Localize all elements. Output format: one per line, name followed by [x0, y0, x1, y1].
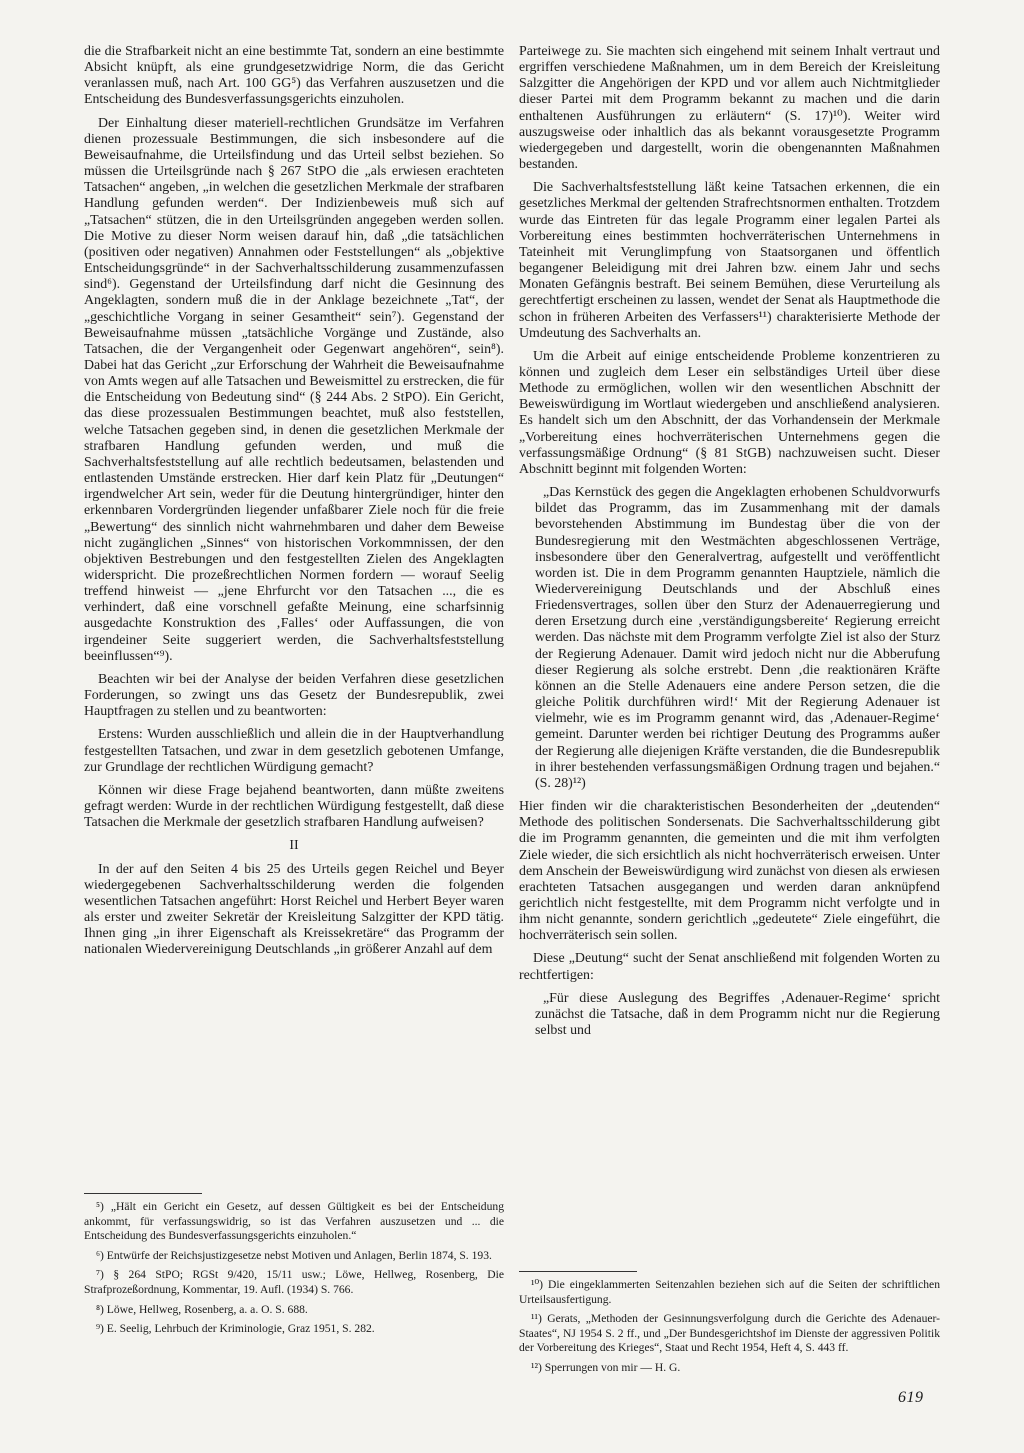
footnote-rule: [84, 1193, 202, 1194]
block-quote: [535, 485, 940, 792]
quote-text: „Für diese Auslegung des Begriffes ‚Adenauer-Regime‘ spricht zunächst die Tatsache, daß in dem Programm nicht nur die Regierung selbst und: [535, 990, 940, 1039]
paragraph: Um die Arbeit auf einige entscheidende Probleme konzentrieren zu können und zugleich dem Leser ein selbständiges Urteil über diese Methode zu ermöglichen, wollen wir den wesentlichen Abschnitt der Beweiswürdigung im Wortlaut wiedergeben und anschließend analysieren. Es handelt sich um den Abschnitt, der das Vorhandensein der Merkmale „Vorbereitung eines hochverräterischen Unternehmens gegen die verfassungsmäßige Ordnung“ (§ 81 StGB) nachzuweisen sucht. Dieser Abschnitt beginnt mit folgenden Worten:: [519, 348, 940, 477]
footnote: ⁷) § 264 StPO; RGSt 9/420, 15/11 usw.; Löwe, Hellweg, Rosenberg, Die Strafprozeßordnung, Kommentar, 19. Aufl. (1934) S. 766.: [84, 1268, 504, 1296]
paragraph: Die Sachverhaltsfeststellung läßt keine Tatsachen erkennen, die ein gesetzliches Merkmal der geltenden Strafrechtsnormen enthalten. Trotzdem wurde das Eintreten für das legale Programm einer legalen Partei als Vorbereitung eines bestimmten hochverräterischen Unternehmens in Tateinheit mit Verunglimpfung von Staatsorganen und öffentlich begangener Beleidigung mit drei Jahren bzw. einem Jahr und sechs Monaten Gefängnis bestraft. Bei seinem Bemühen, diese Verurteilung als gerechtfertigt erscheinen zu lassen, wendet der Senat als Hauptmethode die schon in früheren Arbeiten des Verfassers¹¹) charakterisierte Methode der Umdeutung des Sachverhalts an.: [519, 180, 940, 341]
left-column: [84, 44, 504, 965]
block-quote: [535, 991, 940, 1039]
paragraph: Können wir diese Frage bejahend beantworten, dann müßte zweitens gefragt werden: Wurde in der rechtlichen Würdigung festgestellt, daß diese Tatsachen die Merkmale der gesetzlich strafbaren Handlung aufweisen?: [84, 782, 504, 831]
footnote: ⁶) Entwürfe der Reichsjustizgesetze nebst Motiven und Anlagen, Berlin 1874, S. 193.: [96, 1248, 492, 1262]
footnote: ⁸) Löwe, Hellweg, Rosenberg, a. a. O. S. 688.: [96, 1302, 308, 1316]
footnote: ⁵) „Hält ein Gericht ein Gesetz, auf dessen Gültigkeit es bei der Entscheidung ankommt, für verfassungswidrig, so ist das Verfahren auszusetzen und ... die Entscheidung des Bundesverfassungsgerichts einzuholen.“: [84, 1200, 504, 1243]
paragraph: Der Einhaltung dieser materiell-rechtlichen Grundsätze im Verfahren dienen prozessuale Bestimmungen, die sich insbesondere auf die Beweisaufnahme, die Urteilsfindung und das Urteil selbst beziehen. So müssen die Urteilsgründe nach § 267 StPO die „als erwiesen erachteten Tatsachen“ angeben, „in welchen die gesetzlichen Merkmale der strafbaren Handlung gefunden werden“. Der Indizienbeweis muß sich auf „Tatsachen“ stützen, die in den Urteilsgründen angegeben werden sollen. Die Motive zu dieser Norm weisen darauf hin, daß „die tatsächlichen (positiven oder negativen) Annahmen oder Feststellungen“ als „objektive Entscheidungsgründe“ in der Sachverhaltsschilderung zusammenzufassen sind⁶). Gegenstand der Urteilsfindung darf nicht die Gesinnung des Angeklagten, sondern muß die in der Anklage bezeichnete „Tat“, der „geschichtliche Vorgang in seiner Gesamtheit“ sein⁷). Gegenstand der Beweisaufnahme müssen „tatsächliche Vorgänge und Zustände, also Tatsachen, die der Vergangenheit oder Gegenwart angehören“, sein⁸). Dabei hat das Gericht „zur Erforschung der Wahrheit die Beweisaufnahme von Amts wegen auf alle Tatsachen und Beweismittel zu erstrecken, die für die Entscheidung von Bedeutung sind“ (§ 244 Abs. 2 StPO). Ein Gericht, das diese prozessualen Bestimmungen beachtet, muß also feststellen, welche Tatsachen gegeben sind, in denen die gesetzlichen Merkmale der strafbaren Handlung gefunden werden, und muß die Sachverhaltsfeststellung auf alle rechtlich bedeutsamen, belastenden und entlastenden Umstände erstrecken. Hier darf kein Platz für „Deutungen“ irgendwelcher Art sein, weder für die Deutung hintergründiger, hinter den erkennbaren Vordergründen liegender unfaßbarer Ziele noch für die freie „Bewertung“ des sinnlich nicht wahrnehmbaren und daher dem Beweise nicht zugänglichen „Sinnes“ von historischen Vorkommnissen, der den objektiven Bestrebungen und den festgestellten Zielen des Angeklagten widerspricht. Die prozeßrechtlichen Normen fordern — worauf Seelig treffend hinweist — „jene Ehrfurcht vor den Tatsachen ..., die es verhindert, daß eine vorschnell gefaßte Meinung, eine scharfsinnig ausgedachte Konstruktion des ‚Falles‘ oder Auffassungen, die von irgendeiner Seite suggeriert werden, die Sachverhaltsfeststellung beeinflussen“⁹).: [84, 115, 504, 664]
paragraph: In der auf den Seiten 4 bis 25 des Urteils gegen Reichel und Beyer wiedergegebenen Sachverhaltsschilderung werden die folgenden wesentlichen Tatsachen angeführt: Horst Reichel und Herbert Beyer waren als erster und zweiter Sekretär der Kreisleitung Salzgitter der KPD tätig. Ihnen ging „in ihrer Eigenschaft als Kreissekretäre“ das Programm der nationalen Wiedervereinigung Deutschlands „in größerer Anzahl auf dem: [84, 861, 504, 958]
paragraph: Diese „Deutung“ sucht der Senat anschließend mit folgenden Worten zu rechtfertigen:: [519, 951, 940, 983]
right-column: [519, 44, 940, 1046]
paragraph: Parteiwege zu. Sie machten sich eingehend mit seinem Inhalt vertraut und ergriffen verschiedene Maßnahmen, um in dem Bereich der Kreisleitung Salzgitter die Angehörigen der KPD und vor allem auch Nichtmitglieder dieser Partei mit dem Programm bekannt zu machen und die darin enthaltenen Ausführungen zu erläutern“ (S. 17)¹⁰). Weiter wird auszugsweise oder inhaltlich das als bekannt vorausgesetzte Programm wiedergegeben und dargestellt, worin die obengenannten Maßnahmen bestanden.: [519, 44, 940, 173]
footnote: ¹⁰) Die eingeklammerten Seitenzahlen beziehen sich auf die Seiten der schriftlichen Urteilsausfertigung.: [519, 1278, 940, 1306]
footnote: ¹¹) Gerats, „Methoden der Gesinnungsverfolgung durch die Gerichte des Adenauer-Staates“, NJ 1954 S. 2 ff., und „Der Bundesgerichtshof im Dienste der aggressiven Politik der Vorbereitung des Krieges“, Staat und Recht 1954, Heft 4, S. 443 ff.: [519, 1312, 940, 1355]
section-number: II: [289, 838, 299, 854]
footnote: ¹²) Sperrungen von mir — H. G.: [531, 1360, 681, 1374]
footnote-rule: [519, 1271, 637, 1272]
paragraph: Erstens: Wurden ausschließlich und allein die in der Hauptverhandlung festgestellten Tatsachen, und zwar in dem gesetzlich gebotenen Umfange, zur Grundlage der rechtlichen Würdigung gemacht?: [84, 727, 504, 775]
paragraph: Hier finden wir die charakteristischen Besonderheiten der „deutenden“ Methode des politischen Sondersenats. Die Sachverhaltsschilderung gibt die im Programm genannten, die gemeinten und die mit ihm verfolgten Ziele wieder, die sich ersichtlich als nicht hochverräterisch erweisen. Unter dem Anschein der Beweiswürdigung wird zunächst von diesen als erwiesen erachteten Tatsachen ausgegangen und werden daran anknüpfend gerichtlich nicht festgestellte, mit dem Programm nicht verfolgte und in ihm nicht genannte, sondern gerichtlich „gedeutete“ Ziele eingeführt, die hochverräterisch sein sollen.: [519, 799, 940, 944]
paragraph: die die Strafbarkeit nicht an eine bestimmte Tat, sondern an eine bestimmte Absicht knüpft, als eine grundgesetzwidrige Norm, die das Gericht veranlassen muß, nach Art. 100 GG⁵) das Verfahren auszusetzen und die Entscheidung des Bundesverfassungsgerichts einzuholen.: [84, 44, 504, 108]
paragraph: Beachten wir bei der Analyse der beiden Verfahren diese gesetzlichen Forderungen, so zwingt uns das Gesetz der Bundesrepublik, zwei Hauptfragen zu stellen und zu beantworten:: [84, 671, 504, 720]
footnote: ⁹) E. Seelig, Lehrbuch der Kriminologie, Graz 1951, S. 282.: [96, 1322, 375, 1336]
quote-text: „Das Kernstück des gegen die Angeklagten erhobenen Schuldvorwurfs bildet das Programm, das im Zusammenhang mit der damals bevorstehenden Abstimmung im Bundestag über die von der Bundesregierung mit den Westmächten abgeschlossenen Verträge, insbesondere über den Generalvertrag, aufgestellt und veröffentlicht worden ist. Die in dem Programm genannten Hauptziele, nämlich die Wiedervereinigung Deutschlands und der Abschluß eines Friedensvertrages, sollen über den Sturz der Adenauerregierung und deren Ersetzung durch eine ‚verständigungsbereite‘ Regierung erreicht werden. Das nächste mit dem Programm verfolgte Ziel ist also der Sturz der Regierung Adenauer. Damit wird jedoch nicht nur die Abberufung dieser Regierung als solche erstrebt. Denn ‚die reaktionären Kräfte können an die Stelle Adenauers eine andere Person setzen, die die gleiche Politik durchführen wird!‘ Mit der Regierung Adenauer ist vielmehr, wie es im Programm genannt wird, das ‚Adenauer-Regime‘ gemeint. Darunter werden bei richtiger Deutung des Programms außer der Regierung alle diejenigen Kräfte verstanden, die die Bundesrepublik in ihrer bestehenden verfassungsmäßigen Ordnung tragen und bejahen.“ (S. 28)¹²): [535, 485, 940, 791]
footnotes-right: [519, 1271, 940, 1381]
page-number: 619: [898, 1389, 924, 1406]
footnotes-left: [84, 1193, 504, 1342]
